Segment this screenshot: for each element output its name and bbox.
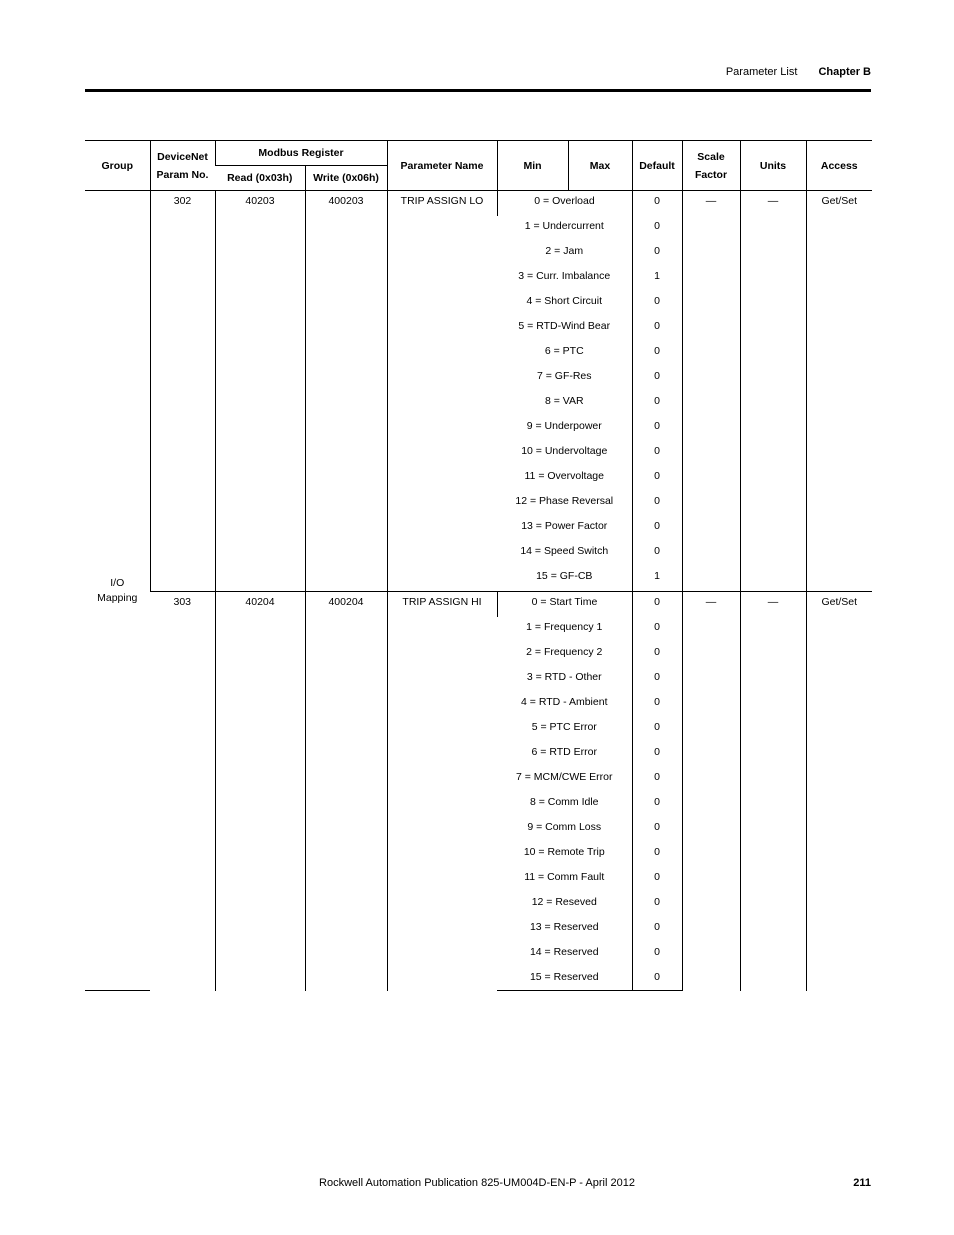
option-label: 7 = GF-Res xyxy=(536,370,592,382)
option-label: 6 = RTD Error xyxy=(531,746,597,758)
option-default: 0 xyxy=(632,817,682,842)
option-label: 9 = Comm Loss xyxy=(527,821,602,833)
parameter-name: TRIP ASSIGN HI xyxy=(387,592,497,991)
option-label: 5 = RTD-Wind Bear xyxy=(518,320,611,332)
option-label: 0 = Overload xyxy=(497,191,632,217)
option-default: 0 xyxy=(632,642,682,667)
scale-factor: — xyxy=(682,592,740,991)
option-label: 15 = GF-CB xyxy=(536,570,593,582)
units: — xyxy=(740,592,806,991)
option-default: 0 xyxy=(632,792,682,817)
option-default: 0 xyxy=(632,717,682,742)
option-default: 0 xyxy=(632,842,682,867)
access: Get/Set xyxy=(806,592,872,991)
option-label: 4 = Short Circuit xyxy=(526,295,603,307)
modbus-write: 400204 xyxy=(305,592,387,991)
option-default: 0 xyxy=(632,692,682,717)
option-label: 14 = Reserved xyxy=(529,946,599,958)
option-default: 0 xyxy=(632,316,682,341)
option-label: 10 = Undervoltage xyxy=(521,445,608,457)
option-default: 0 xyxy=(632,191,682,217)
option-label: 3 = Curr. Imbalance xyxy=(518,270,611,282)
col-header-units: Units xyxy=(740,141,806,191)
option-default: 0 xyxy=(632,867,682,892)
col-header-read: Read (0x03h) xyxy=(215,166,305,191)
col-header-devicenet: DeviceNet Param No. xyxy=(150,141,215,191)
option-default: 0 xyxy=(632,742,682,767)
option-label: 7 = MCM/CWE Error xyxy=(515,771,613,783)
option-label: 13 = Reserved xyxy=(529,921,599,933)
option-default: 0 xyxy=(632,516,682,541)
col-header-write: Write (0x06h) xyxy=(305,166,387,191)
option-default: 0 xyxy=(632,617,682,642)
page-header xyxy=(726,66,871,78)
option-default: 1 xyxy=(632,566,682,592)
modbus-write: 400203 xyxy=(305,191,387,592)
scale-factor: — xyxy=(682,191,740,592)
option-default: 0 xyxy=(632,216,682,241)
option-default: 0 xyxy=(632,291,682,316)
option-label: 15 = Reserved xyxy=(497,967,632,991)
group-cell: I/O Mapping xyxy=(85,191,150,991)
param-no: 302 xyxy=(150,191,215,592)
option-default: 0 xyxy=(632,366,682,391)
option-default: 0 xyxy=(632,441,682,466)
option-default: 0 xyxy=(632,491,682,516)
option-default: 0 xyxy=(632,416,682,441)
option-default: 0 xyxy=(632,942,682,967)
units: — xyxy=(740,191,806,592)
option-label: 8 = Comm Idle xyxy=(529,796,599,808)
option-default: 0 xyxy=(632,541,682,566)
col-header-parameter-name: Parameter Name xyxy=(387,141,497,191)
col-header-min: Min xyxy=(497,141,568,191)
section-title: Parameter List xyxy=(725,66,798,78)
modbus-read: 40204 xyxy=(215,592,305,991)
option-label: 12 = Phase Reversal xyxy=(515,495,614,507)
col-header-max: Max xyxy=(568,141,632,191)
option-label: 14 = Speed Switch xyxy=(520,545,609,557)
option-label: 2 = Frequency 2 xyxy=(526,646,603,658)
option-label: 6 = PTC xyxy=(544,345,584,357)
chapter-label: Chapter B xyxy=(818,66,871,78)
page-number: 211 xyxy=(853,1177,871,1189)
option-label: 5 = PTC Error xyxy=(531,721,597,733)
option-default: 0 xyxy=(632,767,682,792)
option-default: 0 xyxy=(632,967,682,991)
option-default: 0 xyxy=(632,391,682,416)
option-label: 0 = Start Time xyxy=(497,592,632,618)
option-default: 1 xyxy=(632,266,682,291)
option-label: 12 = Reseved xyxy=(531,896,597,908)
option-default: 0 xyxy=(632,241,682,266)
col-header-access: Access xyxy=(806,141,872,191)
option-default: 0 xyxy=(632,592,682,618)
option-label: 11 = Overvoltage xyxy=(524,470,604,482)
option-default: 0 xyxy=(632,667,682,692)
col-header-group: Group xyxy=(85,141,150,191)
option-default: 0 xyxy=(632,341,682,366)
option-label: 8 = VAR xyxy=(544,395,584,407)
header-rule xyxy=(85,89,871,92)
publication-info: Rockwell Automation Publication 825-UM004D-EN-P - April 2012 xyxy=(319,1177,635,1189)
option-label: 3 = RTD - Other xyxy=(526,671,602,683)
option-label: 1 = Frequency 1 xyxy=(526,621,603,633)
option-default: 0 xyxy=(632,466,682,491)
option-label: 1 = Undercurrent xyxy=(524,220,604,232)
option-default: 0 xyxy=(632,892,682,917)
option-label: 13 = Power Factor xyxy=(521,520,608,532)
option-label: 4 = RTD - Ambient xyxy=(521,696,608,708)
option-label: 11 = Comm Fault xyxy=(524,871,605,883)
access: Get/Set xyxy=(806,191,872,592)
col-header-scale-factor: Scale Factor xyxy=(682,141,740,191)
option-label: 9 = Underpower xyxy=(526,420,602,432)
parameter-name: TRIP ASSIGN LO xyxy=(387,191,497,592)
col-header-default: Default xyxy=(632,141,682,191)
option-default: 0 xyxy=(632,917,682,942)
param-no: 303 xyxy=(150,592,215,991)
modbus-read: 40203 xyxy=(215,191,305,592)
option-label: 2 = Jam xyxy=(545,245,584,257)
parameter-table xyxy=(85,140,872,991)
col-header-modbus-register: Modbus Register xyxy=(215,141,387,166)
option-label: 10 = Remote Trip xyxy=(523,846,605,858)
